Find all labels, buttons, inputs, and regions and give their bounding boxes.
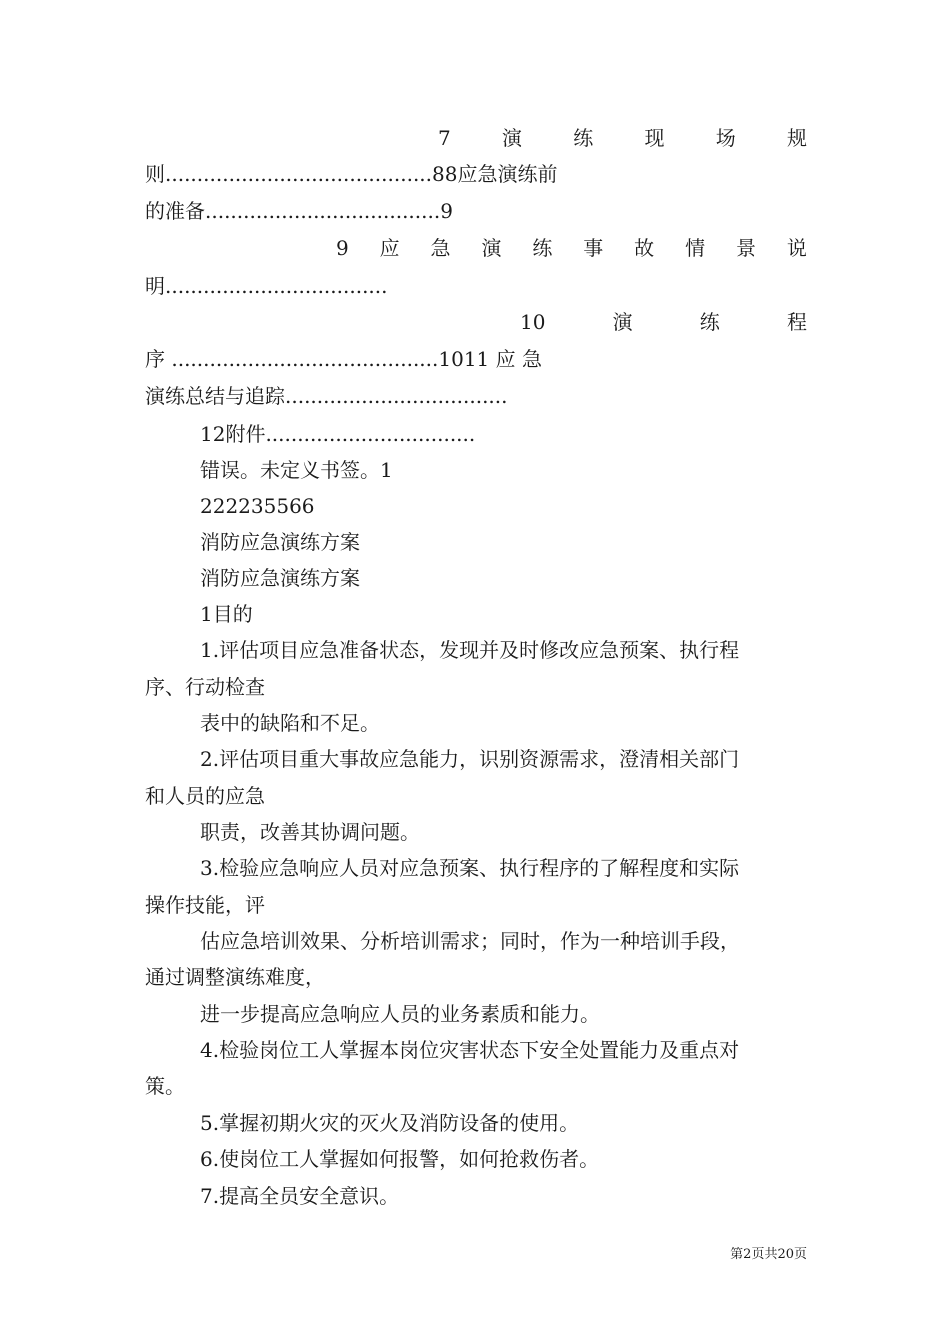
toc-error-line: 错误。未定义书签。1 — [200, 458, 393, 482]
toc-char: 应 — [379, 236, 400, 260]
toc-char: 演 — [481, 236, 502, 260]
toc-line-8-cont: 的准备.....................................9 — [145, 199, 453, 223]
toc-char: 9 — [336, 236, 349, 260]
paragraph-line: 7.提高全员安全意识。 — [200, 1184, 400, 1208]
toc-char: 情 — [685, 236, 706, 260]
paragraph-line: 3.检验应急响应人员对应急预案、执行程序的了解程度和实际 — [200, 856, 740, 880]
paragraph-line: 序、行动检查 — [145, 675, 265, 699]
toc-line-10-cont: 序 ..........................................1011 应 急 — [145, 347, 542, 371]
toc-char: 10 — [520, 310, 546, 334]
toc-line-10 — [520, 308, 807, 336]
toc-char: 规 — [786, 126, 807, 150]
paragraph-line: 通过调整演练难度， — [145, 965, 325, 989]
toc-char: 程 — [786, 310, 807, 334]
toc-char: 场 — [715, 126, 736, 150]
paragraph-line: 操作技能，评 — [145, 893, 265, 917]
paragraph-line: 策。 — [145, 1074, 185, 1098]
paragraph-line: 6.使岗位工人掌握如何报警，如何抢救伤者。 — [200, 1147, 600, 1171]
toc-line-9-cont: 明................................... — [145, 274, 388, 298]
toc-line-11-cont: 演练总结与追踪................................... — [145, 384, 508, 408]
toc-line-7 — [438, 124, 807, 152]
toc-char: 练 — [699, 310, 720, 334]
section-heading: 1目的 — [200, 602, 253, 626]
paragraph-line: 5.掌握初期火灾的灭火及消防设备的使用。 — [200, 1111, 580, 1135]
toc-line-9 — [336, 234, 807, 262]
doc-title-repeat: 消防应急演练方案 — [200, 566, 360, 590]
paragraph-line: 进一步提高应急响应人员的业务素质和能力。 — [200, 1002, 600, 1026]
toc-line-7-cont: 则..........................................88应急演练前 — [145, 162, 558, 186]
paragraph-line: 和人员的应急 — [145, 784, 265, 808]
toc-char: 演 — [501, 126, 522, 150]
toc-char: 现 — [644, 126, 665, 150]
toc-char: 练 — [573, 126, 594, 150]
toc-char: 事 — [583, 236, 604, 260]
toc-page-numbers: 222235566 — [200, 494, 315, 518]
paragraph-line: 2.评估项目重大事故应急能力，识别资源需求，澄清相关部门 — [200, 747, 740, 771]
page-footer: 第2页共20页 — [730, 1247, 807, 1262]
toc-char: 急 — [430, 236, 451, 260]
paragraph-line: 职责，改善其协调问题。 — [200, 820, 420, 844]
paragraph-line: 1.评估项目应急准备状态，发现并及时修改应急预案、执行程 — [200, 638, 740, 662]
paragraph-line: 表中的缺陷和不足。 — [200, 711, 380, 735]
paragraph-line: 估应急培训效果、分析培训需求；同时，作为一种培训手段， — [200, 929, 740, 953]
paragraph-line: 4.检验岗位工人掌握本岗位灾害状态下安全处置能力及重点对 — [200, 1038, 740, 1062]
toc-char: 故 — [634, 236, 655, 260]
toc-line-12: 12附件................................. — [200, 422, 476, 446]
toc-char: 景 — [735, 236, 756, 260]
toc-char: 7 — [438, 126, 451, 150]
doc-title: 消防应急演练方案 — [200, 530, 360, 554]
toc-char: 练 — [532, 236, 553, 260]
toc-char: 演 — [612, 310, 633, 334]
toc-char: 说 — [786, 236, 807, 260]
